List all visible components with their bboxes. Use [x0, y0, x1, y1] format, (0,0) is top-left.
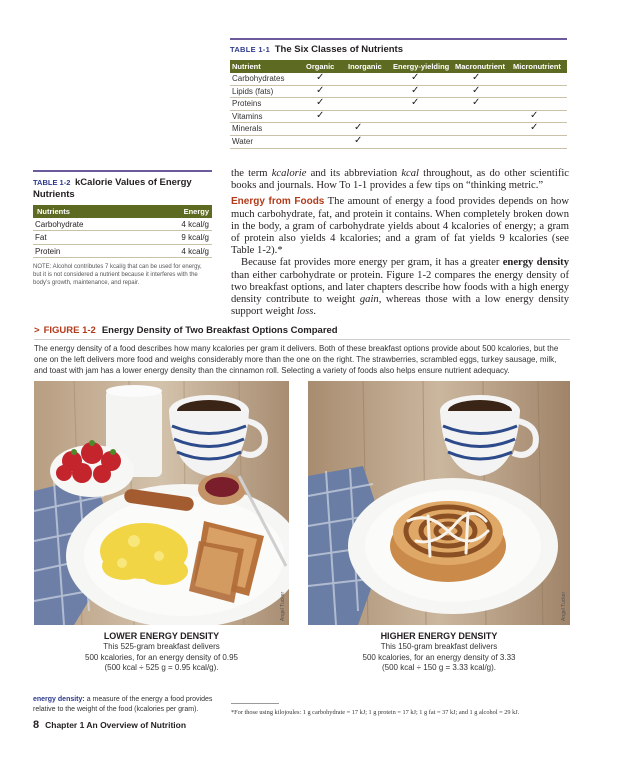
breakfast-photo-lower-density [34, 381, 289, 625]
table-row [230, 86, 567, 99]
check-mark-icon: ✓ [530, 122, 539, 134]
check-mark-icon: ✓ [316, 97, 325, 109]
italic-term: gain [359, 294, 379, 306]
check-mark-icon: ✓ [472, 84, 481, 96]
cinnamon-roll-illustration [308, 381, 570, 625]
body-text [231, 168, 569, 318]
table-number: TABLE 1-1 [230, 45, 271, 54]
table-row [33, 218, 212, 231]
table-row [230, 123, 567, 136]
figure-1-2-caption [34, 325, 570, 376]
text-run: , whereas those with a low energy density support weight [231, 294, 570, 318]
table-header-cell: Macronutrient [455, 62, 506, 71]
chapter-title: Chapter 1 An Overview of Nutrition [45, 720, 187, 730]
text-run: throughout, as do other scientific books and journals. How To 1-1 provides a few tips on “thinking metric.” [231, 168, 569, 192]
nutrient-cell: Protein [35, 246, 61, 256]
table-header-row [230, 60, 567, 73]
photo-label-line: (500 kcal ÷ 150 g = 3.33 kcal/g). [381, 663, 496, 672]
figure-arrow: > [34, 325, 40, 336]
check-mark-icon: ✓ [411, 72, 420, 83]
text-run: than either carbohydrate or protein. Figure 1-2 compares the energy density of two breakfast options, and later chapters describe how foods with a high energy density contribute to weight [231, 269, 569, 306]
table-1-1 [230, 38, 567, 149]
figure-description: The energy density of a food describes how many kcalories per gram it delivers. Both of these breakfast options provide about 500 kcalories, but the one on the left delivers more food and weighs considerably more than the one on the right. The strawberries, scrambled eggs, turkey sausage, milk, and toast with jam has a lower energy density than the cinnamon roll. Selecting a variety of foods also helps ensure nutrient adequacy. [34, 344, 559, 375]
glossary-entry [33, 695, 218, 714]
nutrient-label: Proteins [232, 99, 262, 109]
energy-cell: 4 kcal/g [181, 246, 209, 256]
photo-credit: Angel Tucker [280, 591, 286, 621]
table-row [230, 111, 567, 124]
table-header-cell: Nutrient [232, 62, 261, 71]
table-header-cell: Energy-yielding [393, 62, 450, 71]
check-mark-icon: ✓ [411, 97, 420, 109]
photo-label-heading: HIGHER ENERGY DENSITY [380, 631, 498, 641]
photo-label-line: This 525-gram breakfast delivers [103, 642, 220, 651]
paragraph [231, 168, 569, 192]
table-number: TABLE 1-2 [33, 178, 71, 187]
nutrient-label: Vitamins [232, 111, 263, 121]
table-header-cell: Nutrients [37, 207, 70, 216]
figure-number: FIGURE 1-2 [43, 325, 96, 336]
breakfast-photo-higher-density [308, 381, 570, 625]
table-row [230, 136, 567, 149]
photo-label-line: 500 kcalories, for an energy density of 3.33 [362, 652, 516, 662]
photo-label-left [34, 630, 289, 674]
check-mark-icon: ✓ [316, 72, 325, 83]
footnote [231, 703, 571, 716]
page-folio [33, 719, 186, 731]
check-mark-icon: ✓ [354, 134, 363, 146]
table-body [230, 73, 567, 149]
table-row [230, 73, 567, 86]
italic-term: kcalorie [271, 168, 307, 179]
nutrient-cell: Fat [35, 233, 47, 243]
check-mark-icon: ✓ [316, 84, 325, 96]
key-term: energy density [502, 257, 569, 269]
table-top-rule [230, 38, 567, 40]
figure-title-text: Energy Density of Two Breakfast Options Compared [101, 325, 338, 336]
energy-cell: 4 kcal/g [181, 220, 209, 229]
table-title: The Six Classes of Nutrients [274, 44, 404, 55]
nutrient-label: Minerals [232, 124, 263, 134]
photo-label-line: 500 kcalories, for an energy density of 0.95 [85, 652, 238, 662]
footnote-rule [231, 703, 279, 704]
text-run: . [313, 306, 317, 318]
glossary-definition: a measure of the energy a food provides relative to the weight of the food (kcalories per gram). [33, 696, 213, 713]
photo-label-right [308, 630, 570, 674]
italic-term: loss [296, 306, 314, 318]
table-1-2 [33, 170, 212, 287]
table-1-2-caption [33, 172, 212, 201]
check-mark-icon: ✓ [316, 109, 325, 121]
table-header-cell: Organic [306, 62, 335, 71]
glossary-term: energy density: [33, 696, 85, 703]
table-row [33, 231, 212, 244]
photo-label-line: (500 kcal ÷ 525 g = 0.95 kcal/g). [104, 663, 219, 672]
energy-cell: 9 kcal/g [181, 233, 209, 243]
table-title: kCalorie Values of Energy Nutrients [33, 177, 192, 200]
nutrient-cell: Carbohydrate [35, 220, 84, 229]
page-number: 8 [33, 719, 40, 731]
nutrient-label: Carbohydrates [232, 74, 285, 83]
table-header-cell: Micronutrient [513, 62, 561, 71]
table-header-row [33, 205, 212, 218]
nutrient-label: Lipids (fats) [232, 86, 274, 96]
text-run: Because fat provides more energy per gram, it has a greater [241, 257, 503, 269]
table-row [33, 245, 212, 258]
table-1-1-caption [230, 44, 567, 55]
table-note: NOTE: Alcohol contributes 7 kcal/g that can be used for energy, but it is not considered a nutrient because it interferes with the body’s growth, maintenance, and repair. [33, 263, 202, 286]
text-run: and its abbreviation [306, 168, 402, 179]
paragraph [231, 196, 569, 257]
italic-term: kcal [401, 168, 419, 179]
check-mark-icon: ✓ [411, 84, 420, 96]
photo-label-heading: LOWER ENERGY DENSITY [103, 631, 220, 641]
figure-rule [34, 339, 570, 340]
text-run: The amount of energy a food provides depends on how much carbohydrate, fat, and protein it contains. When completely broken down in the body, a gram of carbohydrate yields about 4 kcalories of energy; a gram of protein also yields 4 kcalories; and a gram of fat yields 9 kcalories (see Table 1-2).* [231, 196, 569, 257]
breakfast-illustration [34, 381, 289, 625]
table-header-cell: Inorganic [348, 62, 382, 71]
figure-title [34, 325, 570, 336]
check-mark-icon: ✓ [472, 72, 481, 83]
check-mark-icon: ✓ [530, 109, 539, 121]
paragraph [231, 257, 569, 318]
run-in-heading: Energy from Foods [231, 196, 325, 208]
table-row [230, 98, 567, 111]
check-mark-icon: ✓ [354, 122, 363, 134]
photo-label-line: This 150-gram breakfast delivers [380, 642, 498, 651]
text-run: the term [231, 168, 272, 179]
check-mark-icon: ✓ [472, 97, 481, 109]
footnote-text: *For those using kilojoules: 1 g carbohydrate = 17 kJ; 1 g protein = 17 kJ; 1 g fat = 37 kJ; and 1 g alcohol = 29 kJ. [231, 709, 520, 716]
photo-credit: Angel Tucker [561, 591, 567, 621]
nutrient-label: Water [232, 136, 254, 146]
table-header-cell: Energy [183, 207, 209, 216]
